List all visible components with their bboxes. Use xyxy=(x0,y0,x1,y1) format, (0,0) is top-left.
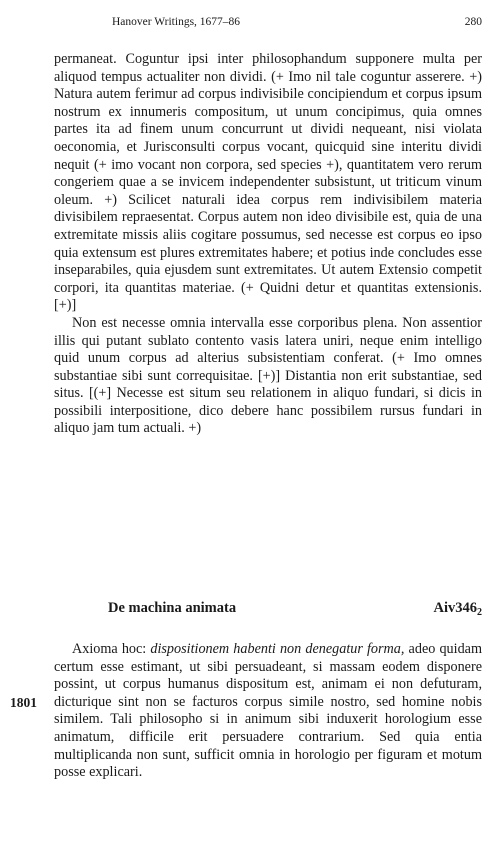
section-heading xyxy=(54,600,482,622)
section-reference xyxy=(434,600,483,618)
page-number: 280 xyxy=(464,16,482,28)
reference-subscript: 2 xyxy=(477,607,482,618)
running-title: Hanover Writings, 1677–86 xyxy=(112,16,241,28)
paragraph: permaneat. Coguntur ipsi inter philosophandum supponere multa per aliquod tempus actualiter non dividi. (+ Imo nil tale coguntur asserere. +) Natura autem ferimur ad corpus indivisibile concipiendum et corpus ipsum nostrum ex innumeris compositum, ut unum concipimus, quia omnes partes ita ad finem unum concurrunt ut dividi nequeant, nisi violata oeconomia, et Jurisconsulti corpus vocant, quicquid sine interitu dividi nequit (+ imo vocant non corpora, sed species +), quantitatem vero rerum congeriem quae a se invicem independenter subsistunt, ut triticum vinum oleum. +) Scilicet naturali idea corpus rem indivisibilem materia divisibilem repraesentat. Corpus autem non ideo divisibile est, quia de una extremitate missis aliis cogitare possumus, sed necesse est corpus eo ipso quia extensum est plures extremitates habere; et potius inde concludes esse inseparabiles, quia ejusdem sunt extremitates. Ut autem Extensio competit corpori, ita quantitas materiae. (+ Quidni detur et quantitas extensionis. [+)] xyxy=(54,51,482,314)
section-title: De machina animata xyxy=(108,600,237,616)
paragraph: Non est necesse omnia intervalla esse corporibus plena. Non assentior illis qui putant sublato contento vasis latera uniri, neque enim intelligo quid unum corpus ad alterius subsistentiam conferat. (+ Imo omnes substantiae sibi sunt correquisitae. [+)] Distantia non erit substantiae, sed situs. [(+] Necesse est situm seu relationem in aliquo fundari, si dicis in possibili interpositione, dico debere hanc possibilem rursus fundari in aliquo jam tum actuali. +) xyxy=(54,314,482,437)
text-block-machina xyxy=(54,641,482,782)
axiom-lead: Axioma hoc: xyxy=(72,641,151,657)
reference-code: Aiv346 xyxy=(433,600,477,616)
axiom-italic: dispositionem habenti non denegatur forma, xyxy=(150,641,405,657)
axiom-rest: adeo quidam certum esse estimant, ut sibi persuadeant, si massam eodem disponere possint, ut corpus humanus dispositum est, animam ei non defuturam, dicturique sint non se facturos corpus simile nostro, sed homine nobis similem. Tali philosopho si in animum sibi induxerit horologium esse animatum, difficile erit persuadere contrarium. Sed quia entia multiplicanda non sunt, sufficit omnia in horologio per figuram et motum posse explicari. xyxy=(54,641,482,781)
margin-line-number: 1801 xyxy=(10,695,37,710)
text-block-continued xyxy=(54,51,482,438)
paragraph xyxy=(54,641,482,782)
running-header xyxy=(112,14,482,30)
